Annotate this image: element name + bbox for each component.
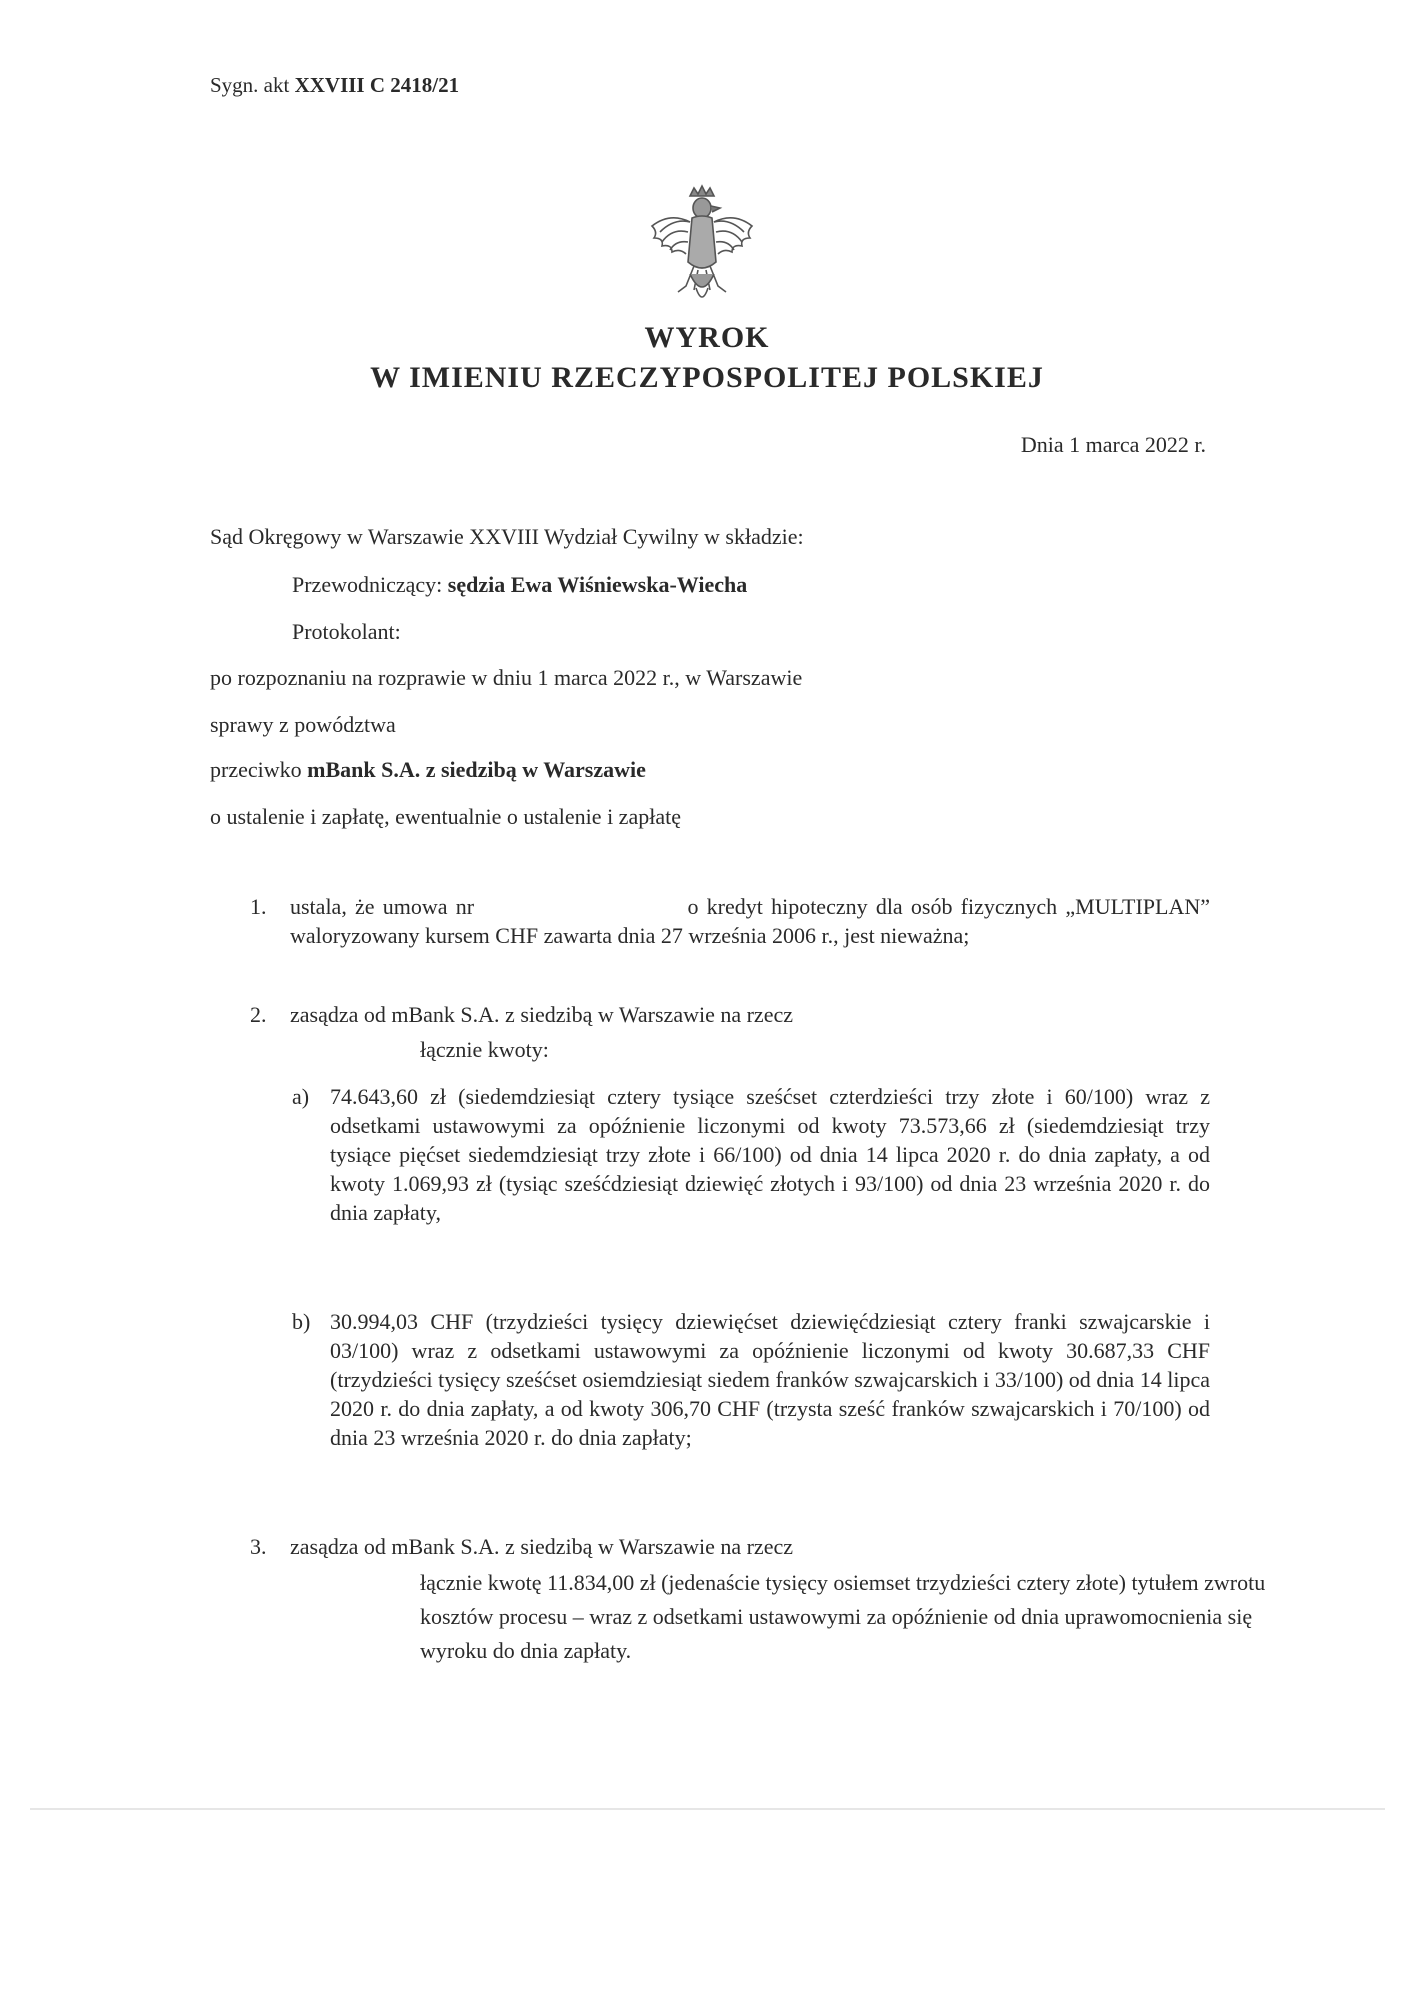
presiding-judge [292, 570, 747, 599]
clerk-label: Protokolant: [292, 619, 401, 644]
case-signature [210, 72, 459, 100]
subitem-letter: b) [292, 1309, 311, 1334]
document-title: WYROK [644, 321, 770, 354]
subitem-text: 30.994,03 CHF (trzydzieści tysięcy dziewięćset dziewięćdziesiąt cztery franki szwajcarskie i 03/100) wraz z odsetkami ustawowymi za opóźnienie liczonymi od kwoty 30.687,33 CHF (trzydzieści tysięcy sześćset osiemdziesiąt siedem franków szwajcarskich i 33/100) od dnia 14 lipca 2020 r. do dnia zapłaty, a od kwoty 306,70 CHF (trzysta sześć franków szwajcarskich i 70/100) od dnia 23 września 2020 r. do dnia zapłaty; [330, 1309, 1210, 1451]
court-composition: Sąd Okręgowy w Warszawie XXVIII Wydział Cywilny w składzie: [210, 524, 804, 549]
signature-prefix: Sygn. akt [210, 73, 290, 97]
subitem-b [292, 1307, 1210, 1452]
hearing-line: po rozpoznaniu na rozprawie w dniu 1 marca 2022 r., w Warszawie [210, 665, 803, 690]
item-number: 3. [250, 1534, 267, 1559]
case-subject: o ustalenie i zapłatę, ewentualnie o ustalenie i zapłatę [210, 804, 681, 829]
presiding-name: sędzia Ewa Wiśniewska-Wiecha [447, 572, 748, 597]
page-divider [30, 1808, 1385, 1810]
defendant-line [210, 755, 646, 784]
defendant-name: mBank S.A. z siedzibą w Warszawie [307, 757, 646, 782]
item-text: zasądza od mBank S.A. z siedzibą w Warszawie na rzecz [290, 1002, 793, 1027]
polish-eagle-emblem-icon [640, 182, 760, 312]
subitem-letter: a) [292, 1084, 310, 1109]
item-text: ustala, że umowa nr o kredyt hipoteczny dla osób fizycznych „MULTIPLAN” waloryzowany kursem CHF zawarta dnia 27 września 2006 r., jest nieważna; [290, 894, 1216, 949]
case-of-line: sprawy z powództwa [210, 712, 396, 737]
amount-intro: łącznie kwoty: [420, 1037, 549, 1062]
item-number: 2. [250, 1002, 267, 1027]
subitem-text: 74.643,60 zł (siedemdziesiąt cztery tysiące sześćset czterdzieści trzy złote i 60/100) wraz z odsetkami ustawowymi za opóźnienie liczonymi od kwoty 73.573,66 zł (siedemdziesiąt trzy tysiące pięćset siedemdziesiąt trzy złote i 66/100) od dnia 14 lipca 2020 r. do dnia zapłaty, a od kwoty 1.069,93 zł (tysiąc sześćdziesiąt dziewięć złotych i 93/100) od dnia 23 września 2020 r. do dnia zapłaty, [330, 1084, 1210, 1226]
judgment-date: Dnia 1 marca 2022 r. [1020, 432, 1206, 457]
item-number: 1. [250, 894, 267, 919]
ruling-item-3 [250, 1532, 1210, 1561]
costs-text: łącznie kwotę 11.834,00 zł (jedenaście tysięcy osiemset trzydzieści cztery złote) tytułem zwrotu kosztów procesu – wraz z odsetkami ustawowymi za opóźnienie od dnia uprawomocnienia się wyroku do dnia zapłaty. [420, 1570, 1266, 1664]
document-subtitle: W IMIENIU RZECZYPOSPOLITEJ POLSKIEJ [370, 361, 1044, 394]
ruling-item-1 [250, 892, 1216, 950]
ruling-item-2 [250, 1000, 1210, 1029]
item-text: zasądza od mBank S.A. z siedzibą w Warszawie na rzecz [290, 1534, 793, 1559]
against-prefix: przeciwko [210, 757, 302, 782]
signature-number: XXVIII C 2418/21 [294, 73, 460, 97]
subitem-a [292, 1082, 1210, 1227]
presiding-label: Przewodniczący: [292, 572, 443, 597]
